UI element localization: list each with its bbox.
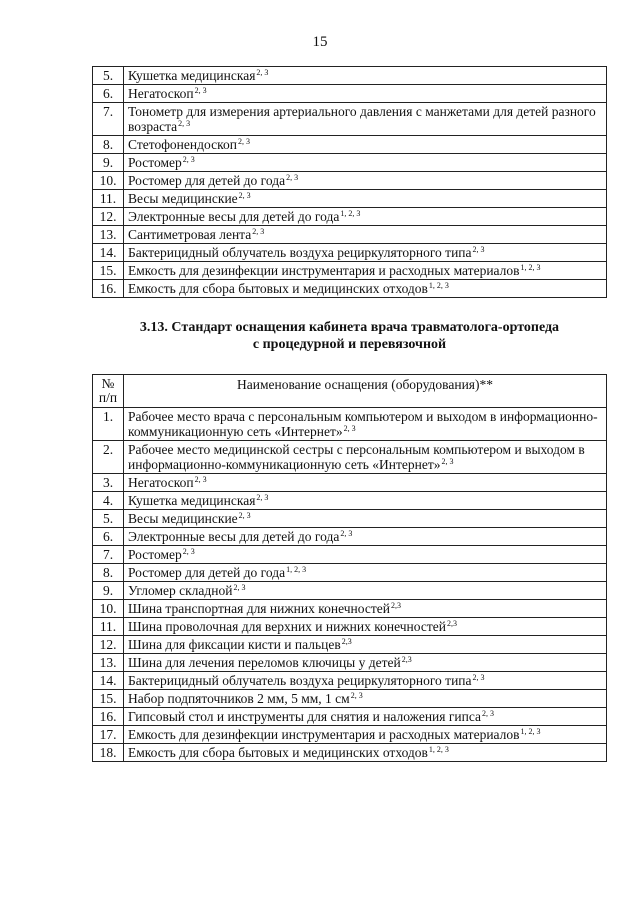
row-number: 13.	[93, 654, 124, 672]
equipment-name: Емкость для дезинфекции инструментария и расходных материалов	[128, 263, 520, 278]
column-header-number-line-1: №	[101, 376, 115, 391]
table-row	[93, 172, 607, 190]
footnote-refs: 2, 3	[286, 172, 299, 182]
page-number: 15	[312, 34, 328, 50]
equipment-name: Ростомер для детей до года	[128, 565, 286, 580]
equipment-name: Электронные весы для детей до года	[128, 529, 340, 544]
footnote-refs: 1, 2, 3	[340, 208, 361, 218]
equipment-name-cell	[124, 726, 607, 744]
footnote-refs: 2,3	[446, 618, 457, 628]
equipment-name-cell	[124, 690, 607, 708]
table-row	[93, 726, 607, 744]
equipment-name: Ростомер для детей до года	[128, 173, 286, 188]
equipment-table-continued-body	[93, 67, 607, 298]
equipment-name-cell	[124, 474, 607, 492]
table-header	[93, 375, 607, 408]
equipment-name-cell	[124, 564, 607, 582]
row-number: 5.	[93, 510, 124, 528]
table-row	[93, 280, 607, 298]
equipment-name-cell	[124, 244, 607, 262]
table-row	[93, 546, 607, 564]
equipment-name-cell	[124, 408, 607, 441]
equipment-name-cell	[124, 154, 607, 172]
table-header-row	[93, 375, 607, 408]
equipment-name: Рабочее место медицинской сестры с персональным компьютером и выходом в информационно-коммуникационную сеть «Интернет»	[128, 442, 585, 472]
table-row	[93, 190, 607, 208]
footnote-refs: 2, 3	[238, 510, 251, 520]
table-row	[93, 103, 607, 136]
row-number: 7.	[93, 103, 124, 136]
row-number: 6.	[93, 528, 124, 546]
table-row	[93, 85, 607, 103]
row-number: 12.	[93, 636, 124, 654]
equipment-name-cell	[124, 546, 607, 564]
footnote-refs: 2, 3	[482, 708, 494, 718]
equipment-name-cell	[124, 441, 607, 474]
footnote-refs: 2,3	[401, 654, 412, 664]
column-header-number	[93, 375, 124, 408]
row-number: 16.	[93, 280, 124, 298]
footnote-refs: 1, 2, 3	[428, 280, 449, 290]
table-row	[93, 528, 607, 546]
equipment-name: Гипсовый стол и инструменты для снятия и наложения гипса	[128, 709, 481, 724]
table-row	[93, 510, 607, 528]
row-number: 12.	[93, 208, 124, 226]
equipment-table-traumatologist	[92, 374, 607, 762]
table-row	[93, 226, 607, 244]
row-number: 11.	[93, 190, 124, 208]
equipment-name: Весы медицинские	[128, 511, 238, 526]
equipment-name: Емкость для сбора бытовых и медицинских отходов	[128, 745, 428, 760]
equipment-name: Бактерицидный облучатель воздуха рециркуляторного типа	[128, 245, 472, 260]
row-number: 11.	[93, 618, 124, 636]
equipment-name: Ростомер	[128, 547, 182, 562]
equipment-name-cell	[124, 600, 607, 618]
footnote-refs: 2,3	[390, 600, 401, 610]
row-number: 4.	[93, 492, 124, 510]
table-row	[93, 474, 607, 492]
footnote-refs: 2, 3	[237, 136, 250, 146]
footnote-refs: 1, 2, 3	[428, 744, 449, 754]
equipment-name-cell	[124, 636, 607, 654]
section-title-line-1: 3.13. Стандарт оснащения кабинета врача травматолога-ортопеда	[139, 320, 560, 335]
table-row	[93, 600, 607, 618]
row-number: 14.	[93, 244, 124, 262]
equipment-name-cell	[124, 136, 607, 154]
equipment-name-cell	[124, 492, 607, 510]
equipment-name-cell	[124, 618, 607, 636]
row-number: 15.	[93, 262, 124, 280]
equipment-name: Бактерицидный облучатель воздуха рециркуляторного типа	[128, 673, 472, 688]
footnote-refs: 2, 3	[252, 226, 265, 236]
equipment-name: Ростомер	[128, 155, 182, 170]
equipment-name: Шина для фиксации кисти и пальцев	[128, 637, 341, 652]
equipment-name-cell	[124, 85, 607, 103]
footnote-refs: 2, 3	[194, 85, 207, 95]
equipment-name-cell	[124, 744, 607, 762]
equipment-name: Электронные весы для детей до года	[128, 209, 340, 224]
equipment-name: Кушетка медицинская	[128, 68, 256, 83]
row-number: 7.	[93, 546, 124, 564]
equipment-name: Угломер складной	[128, 583, 233, 598]
row-number: 9.	[93, 582, 124, 600]
table-row	[93, 244, 607, 262]
table-row	[93, 136, 607, 154]
equipment-name: Емкость для сбора бытовых и медицинских отходов	[128, 281, 428, 296]
equipment-name: Емкость для дезинфекции инструментария и расходных материалов	[128, 727, 520, 742]
footnote-refs: 2, 3	[238, 190, 251, 200]
equipment-table-traumatologist-body	[93, 408, 607, 762]
row-number: 8.	[93, 564, 124, 582]
equipment-name: Шина проволочная для верхних и нижних конечностей	[128, 619, 446, 634]
equipment-name-cell	[124, 208, 607, 226]
footnote-refs: 1, 2, 3	[520, 726, 541, 736]
row-number: 16.	[93, 708, 124, 726]
footnote-refs: 2, 3	[340, 528, 353, 538]
footnote-refs: 2, 3	[233, 582, 246, 592]
table-row	[93, 67, 607, 85]
row-number: 15.	[93, 690, 124, 708]
equipment-name-cell	[124, 654, 607, 672]
footnote-refs: 2,3	[341, 636, 352, 646]
footnote-refs: 2, 3	[256, 67, 269, 77]
equipment-name: Шина транспортная для нижних конечностей	[128, 601, 390, 616]
equipment-name-cell	[124, 226, 607, 244]
table-row	[93, 690, 607, 708]
table-row	[93, 492, 607, 510]
footnote-refs: 1, 2, 3	[520, 262, 541, 272]
equipment-name-cell	[124, 262, 607, 280]
equipment-table-continued	[92, 66, 607, 298]
row-number: 3.	[93, 474, 124, 492]
table-row	[93, 636, 607, 654]
table-row	[93, 564, 607, 582]
equipment-name-cell	[124, 67, 607, 85]
table-row	[93, 744, 607, 762]
table-row	[93, 408, 607, 441]
equipment-name: Шина для лечения переломов ключицы у детей	[128, 655, 401, 670]
row-number: 8.	[93, 136, 124, 154]
row-number: 1.	[93, 408, 124, 441]
footnote-refs: 2, 3	[441, 456, 454, 466]
equipment-name: Сантиметровая лента	[128, 227, 252, 242]
row-number: 13.	[93, 226, 124, 244]
footnote-refs: 2, 3	[472, 672, 485, 682]
row-number: 18.	[93, 744, 124, 762]
row-number: 9.	[93, 154, 124, 172]
equipment-name-cell	[124, 103, 607, 136]
table-row	[93, 654, 607, 672]
footnote-refs: 2, 3	[182, 154, 195, 164]
section-title	[92, 319, 607, 353]
row-number: 14.	[93, 672, 124, 690]
footnote-refs: 2, 3	[350, 690, 363, 700]
footnote-refs: 2, 3	[256, 492, 269, 502]
footnote-refs: 2, 3	[194, 474, 207, 484]
row-number: 10.	[93, 172, 124, 190]
row-number: 6.	[93, 85, 124, 103]
table-row	[93, 672, 607, 690]
equipment-name: Кушетка медицинская	[128, 493, 256, 508]
equipment-name-cell	[124, 280, 607, 298]
equipment-name-cell	[124, 190, 607, 208]
equipment-name: Тонометр для измерения артериального давления с манжетами для детей разного возраста	[128, 104, 596, 134]
footnote-refs: 1, 2, 3	[286, 564, 307, 574]
equipment-name: Рабочее место врача с персональным компьютером и выходом в информационно-коммуникационную сеть «Интернет»	[128, 409, 598, 439]
equipment-name-cell	[124, 528, 607, 546]
equipment-name: Негатоскоп	[128, 86, 194, 101]
table-row	[93, 582, 607, 600]
footnote-refs: 2, 3	[178, 118, 191, 128]
equipment-name-cell	[124, 510, 607, 528]
equipment-name-cell	[124, 172, 607, 190]
footnote-refs: 2, 3	[182, 546, 195, 556]
column-header-name: Наименование оснащения (оборудования)**	[124, 375, 607, 408]
table-row	[93, 441, 607, 474]
equipment-name: Негатоскоп	[128, 475, 194, 490]
equipment-name-cell	[124, 672, 607, 690]
table-row	[93, 208, 607, 226]
footnote-refs: 2, 3	[343, 423, 356, 433]
column-header-number-line-2: п/п	[98, 390, 118, 405]
equipment-name: Стетофонендоскоп	[128, 137, 237, 152]
table-row	[93, 618, 607, 636]
row-number: 17.	[93, 726, 124, 744]
row-number: 2.	[93, 441, 124, 474]
equipment-name: Весы медицинские	[128, 191, 238, 206]
section-title-line-2: с процедурной и перевязочной	[252, 337, 447, 352]
table-row	[93, 262, 607, 280]
row-number: 10.	[93, 600, 124, 618]
equipment-name-cell	[124, 582, 607, 600]
equipment-name-cell	[124, 708, 607, 726]
row-number: 5.	[93, 67, 124, 85]
footnote-refs: 2, 3	[472, 244, 485, 254]
equipment-name: Набор подпяточников 2 мм, 5 мм, 1 см	[128, 691, 350, 706]
table-row	[93, 154, 607, 172]
table-row	[93, 708, 607, 726]
